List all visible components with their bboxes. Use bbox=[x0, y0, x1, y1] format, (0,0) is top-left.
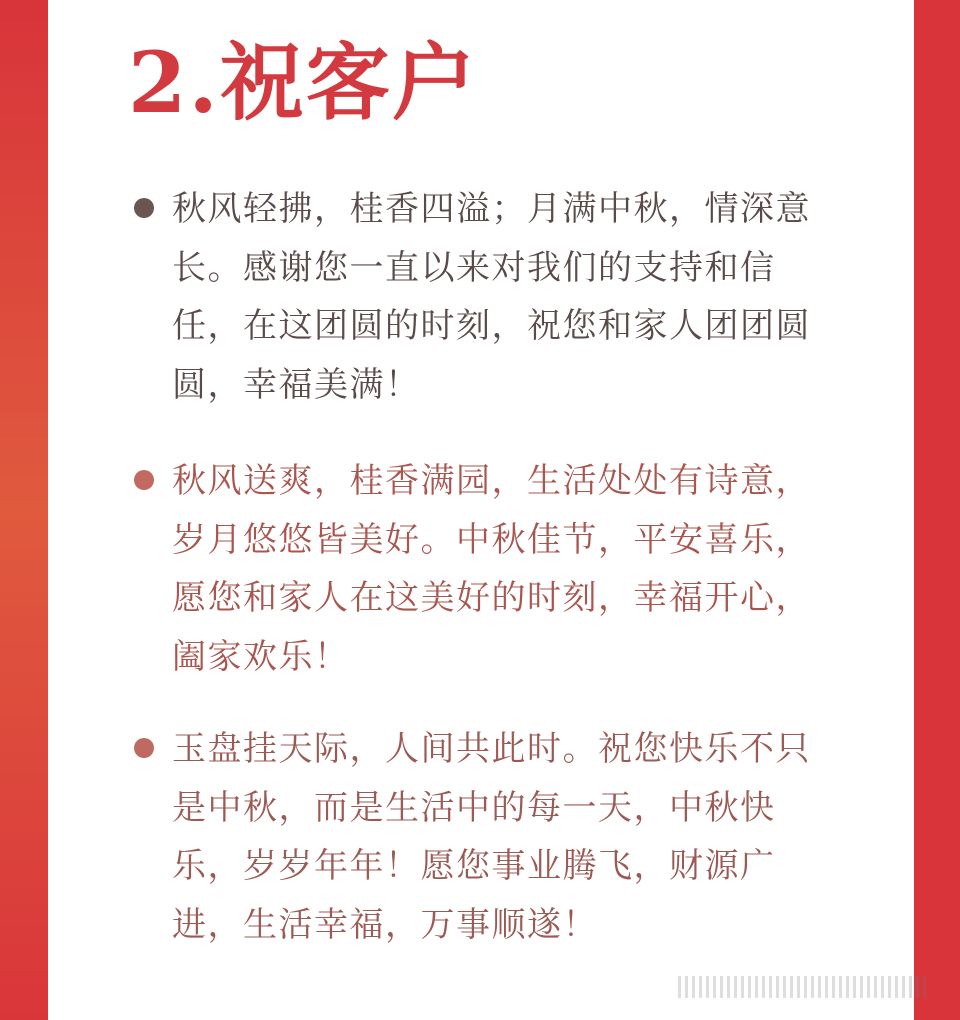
list-item-text: 玉盘挂天际，人间共此时。祝您快乐不只是中秋，而是生活中的每一天，中秋快乐，岁岁年年！愿您事业腾飞，财源广进，生活幸福，万事顺遂！ bbox=[172, 729, 811, 945]
list-item-text: 秋风送爽，桂香满园，生活处处有诗意，岁月悠悠皆美好。中秋佳节，平安喜乐，愿您和家人在这美好的时刻，幸福开心，阖家欢乐！ bbox=[172, 461, 811, 677]
bullet-dot-icon bbox=[134, 198, 154, 218]
list-item-text: 秋风轻拂，桂香四溢；月满中秋，情深意长。感谢您一直以来对我们的支持和信任，在这团圆的时刻，祝您和家人团团圆圆，幸福美满！ bbox=[172, 189, 811, 405]
bullet-dot-icon bbox=[134, 738, 154, 758]
watermark bbox=[678, 976, 928, 998]
left-red-border bbox=[0, 0, 48, 1020]
bullet-dot-icon bbox=[134, 470, 154, 490]
page-title: 2.祝客户 bbox=[128, 33, 478, 132]
right-red-border bbox=[914, 0, 960, 1020]
